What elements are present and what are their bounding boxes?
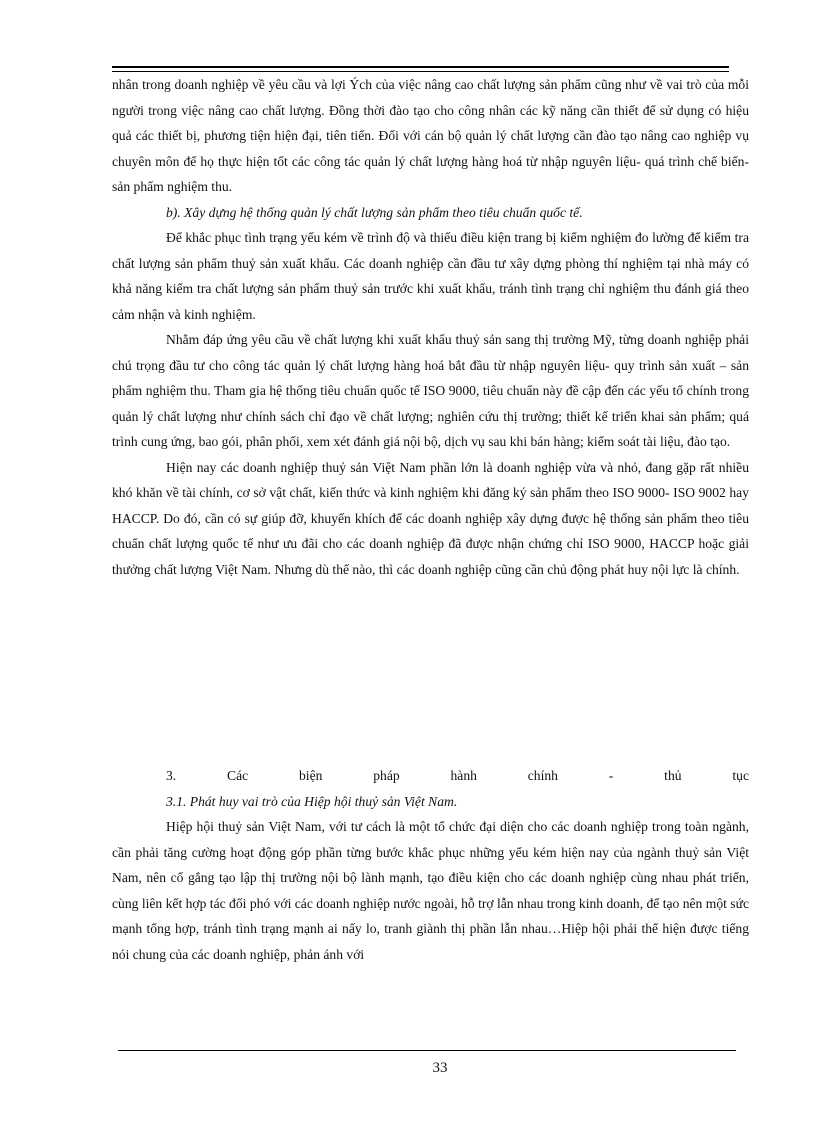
paragraph-1: nhân trong doanh nghiệp về yêu cầu và lợi Ých của việc nâng cao chất lượng sản phẩm cũng như về vai trò của mỗi người trong việc nâng cao chất lượng. Đồng thời đào tạo cho công nhân các kỹ năng cần thiết để sử dụng có hiệu quả các thiết bị, phương tiện hiện đại, tiên tiến. Đối với cán bộ quản lý chất lượng cần đào tạo nâng cao nghiệp vụ chuyên môn để họ thực hiện tốt các công tác quản lý chất lượng hàng hoá từ nhập nguyên liệu- quá trình chế biến- sản phẩm nghiệm thu. (112, 77, 749, 194)
heading-3-1: 3.1. Phát huy vai trò của Hiệp hội thuỷ sản Việt Nam. (166, 793, 458, 809)
paragraph-3: Nhằm đáp ứng yêu cầu về chất lượng khi xuất khẩu thuỷ sản sang thị trường Mỹ, từng doanh nghiệp phải chú trọng đầu tư cho công tác quản lý chất lượng hàng hoá bắt đầu từ nhập nguyên liệu- quy trình sản xuất – sản phẩm nghiệm thu. Tham gia hệ thống tiêu chuẩn quốc tế ISO 9000, tiêu chuẩn này đề cập đến các yếu tố chính trong quản lý chất lượng như chính sách chỉ đạo về chất lượng; nghiên cứu thị trường; thiết kế triển khai sản phẩm; quá trình cung ứng, bao gói, phân phối, xem xét đánh giá nội bộ, dịch vụ sau khi bán hàng; kiểm soát tài liệu, đào tạo. (112, 332, 749, 449)
heading-b: b). Xây dựng hệ thống quản lý chất lượng sản phẩm theo tiêu chuẩn quốc tế. (166, 204, 583, 220)
heading-3: 3. Các biện pháp hành chính - thủ tục (166, 768, 749, 783)
blank-space (112, 582, 749, 763)
footer-rule (118, 1050, 736, 1051)
page-body (112, 72, 749, 967)
paragraph-2: Để khắc phục tình trạng yếu kém về trình độ và thiếu điều kiện trang bị kiểm nghiệm đo lường để kiểm tra chất lượng sản phẩm thuỷ sản xuất khẩu. Các doanh nghiệp cần đầu tư xây dựng phòng thí nghiệm tại nhà máy có khả năng kiểm tra chất lượng sản phẩm thuỷ sản trước khi xuất khẩu, tránh tình trạng chỉ nghiệm thu đánh giá theo cảm nhận và kinh nghiệm. (112, 230, 749, 322)
page-number: 33 (432, 1060, 448, 1076)
header-rule-thick (112, 66, 729, 68)
paragraph-4: Hiện nay các doanh nghiệp thuỷ sản Việt Nam phần lớn là doanh nghiệp vừa và nhỏ, đang gặp rất nhiều khó khăn về tài chính, cơ sở vật chất, kiến thức và kinh nghiệm khi đăng ký sản phẩm theo ISO 9000- ISO 9002 hay HACCP. Do đó, cần có sự giúp đỡ, khuyến khích để các doanh nghiệp xây dựng được hệ thống sản phẩm theo tiêu chuẩn chất lượng quốc tế như ưu đãi cho các doanh nghiệp đã được nhận chứng chỉ ISO 9000, HACCP hoặc giải thưởng chất lượng Việt Nam. Nhưng dù thế nào, thì các doanh nghiệp cũng cần chủ động phát huy nội lực là chính. (112, 459, 749, 577)
paragraph-5: Hiệp hội thuỷ sản Việt Nam, với tư cách là một tổ chức đại diện cho các doanh nghiệp trong toàn ngành, cần phải tăng cường hoạt động góp phần từng bước khắc phục những yếu kém hiện nay của ngành thuỷ sản Việt Nam, nên cố gắng tạo lập thị trường nội bộ lành mạnh, tạo điều kiện cho các doanh nghiệp cùng nhau phát triển, cùng liên kết hợp tác đối phó với các doanh nghiệp nước ngoài, hỗ trợ lẫn nhau trong kinh doanh, để tạo nên một sức mạnh tổng hợp, tránh tình trạng mạnh ai nấy lo, tranh giành thị phần lẫn nhau…Hiệp hội phải thể hiện được tiếng nói chung của các doanh nghiệp, phản ánh với (112, 819, 749, 962)
